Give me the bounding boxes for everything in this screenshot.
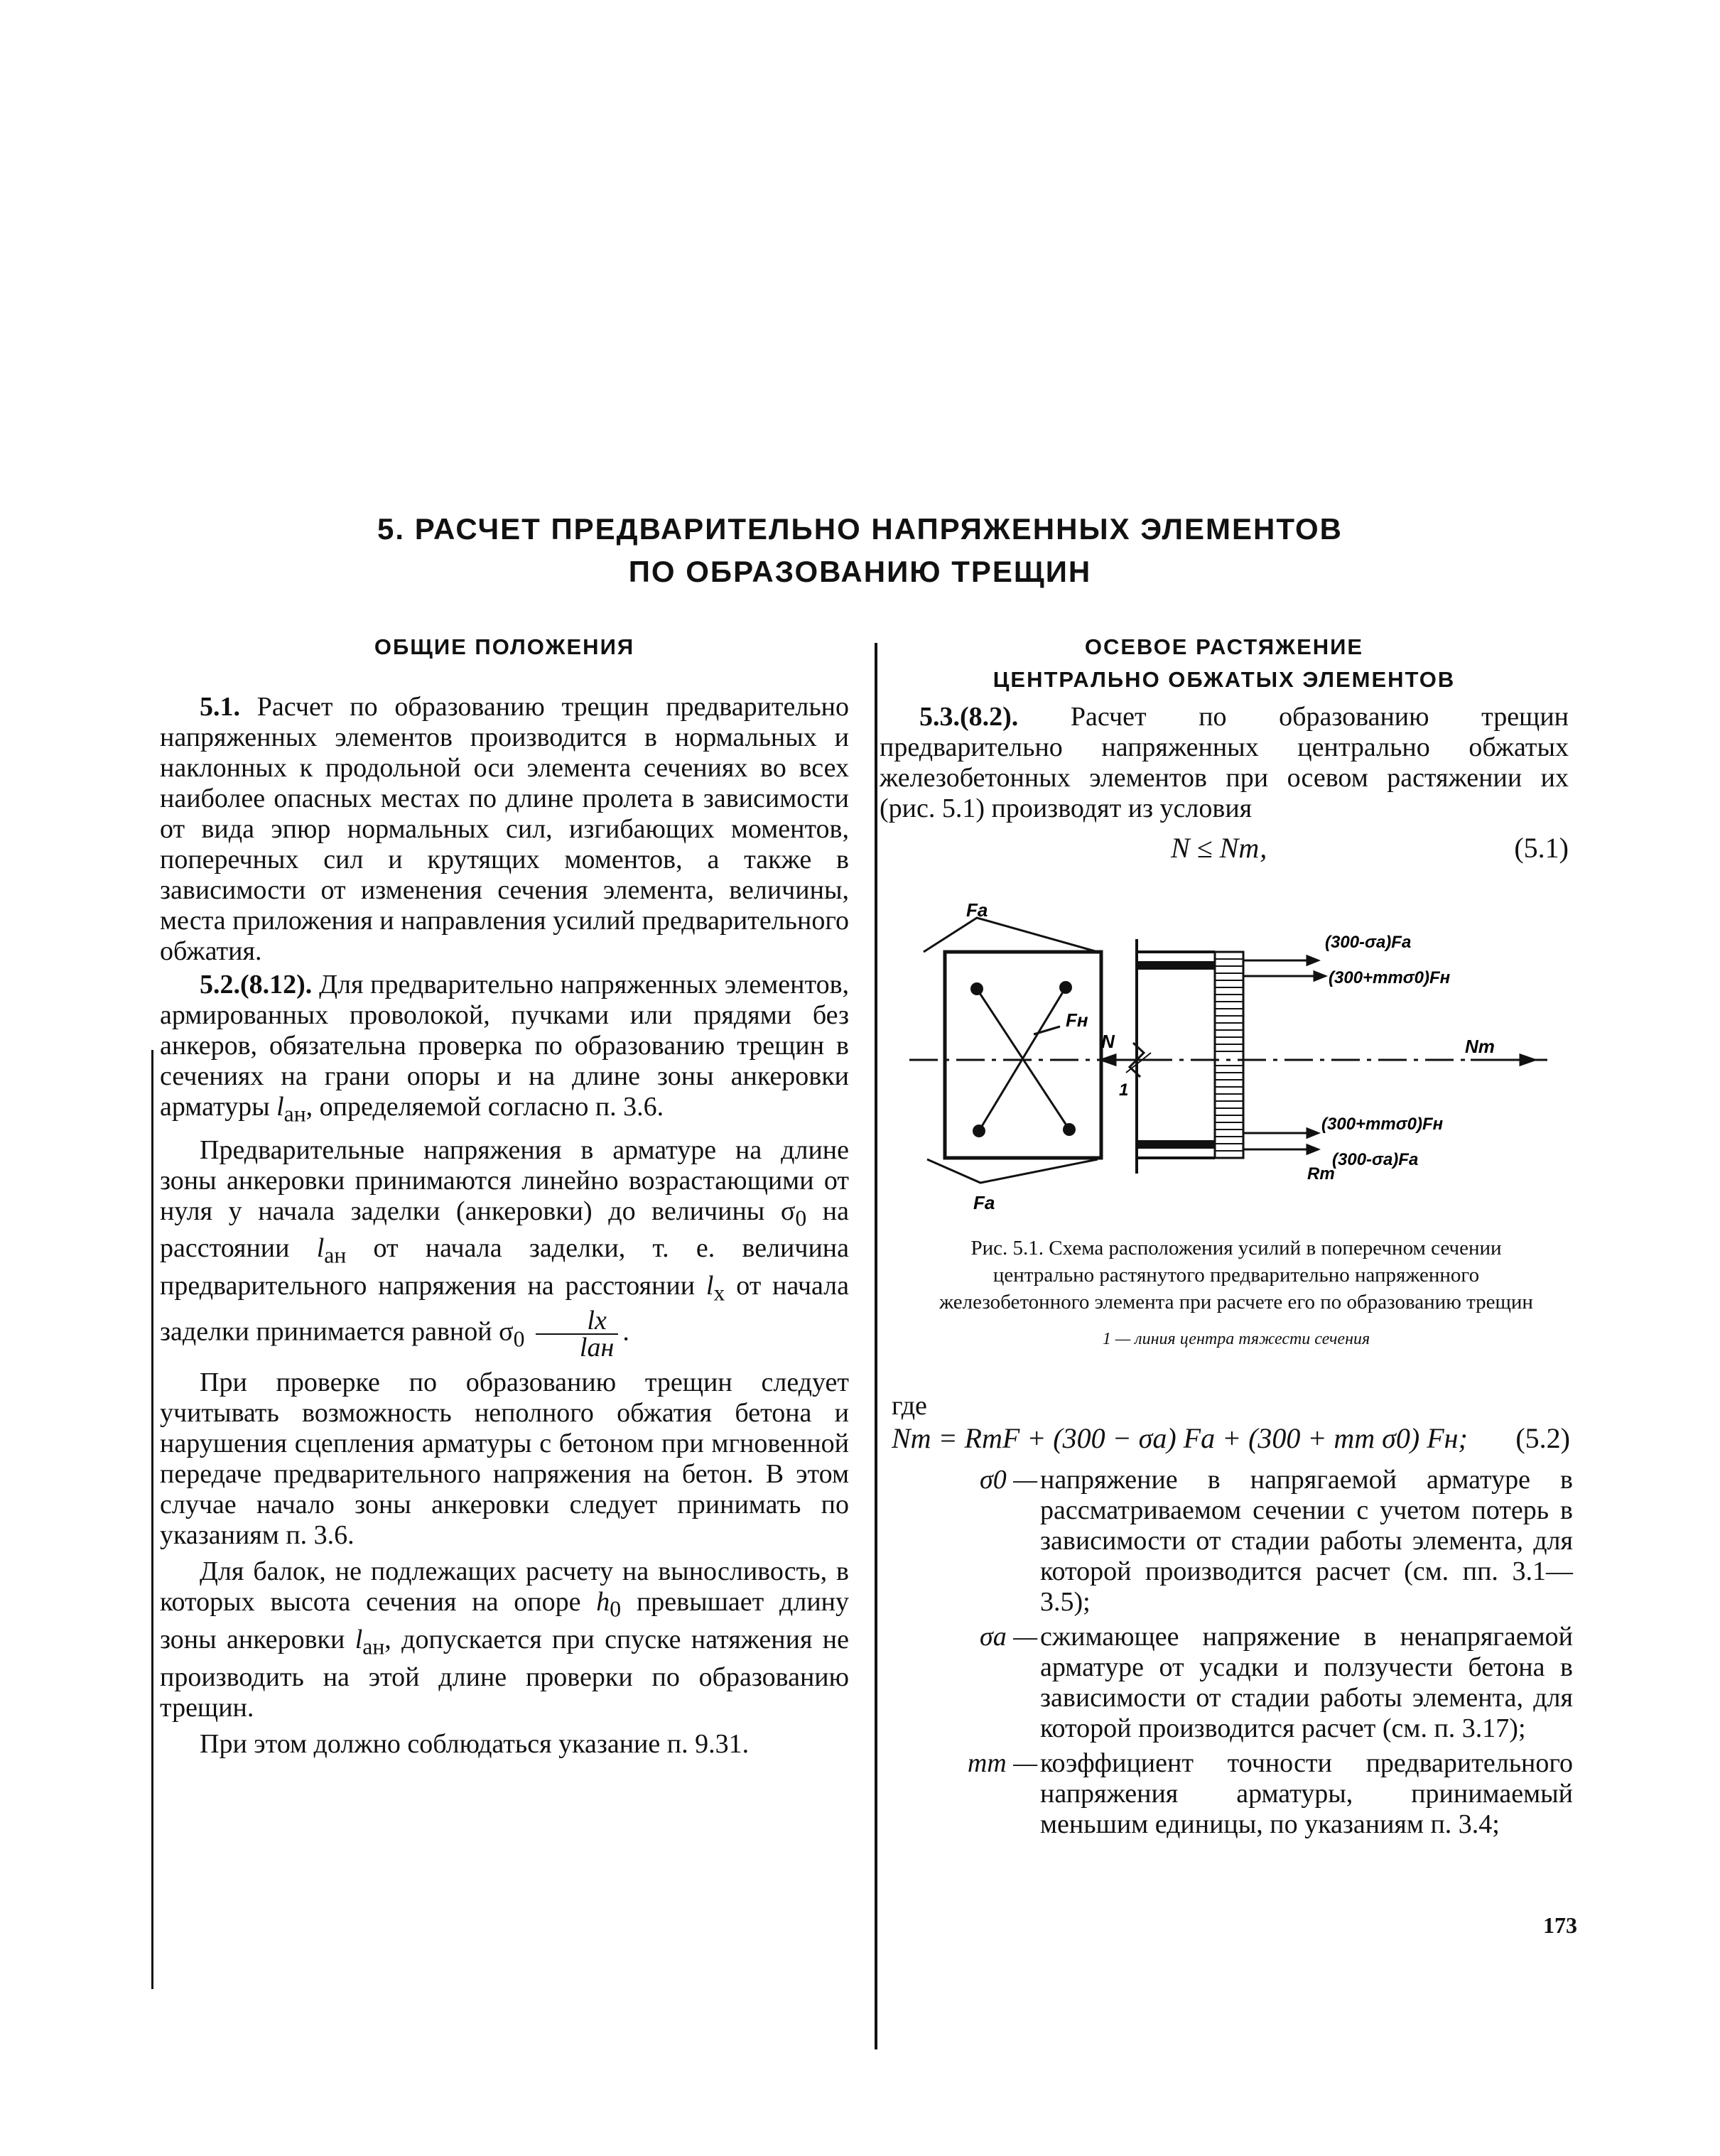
right-column: [880, 631, 1569, 867]
definition-mt: [945, 1748, 1577, 1840]
definition-sigma0: [945, 1465, 1577, 1618]
label-arrow-top1: (300-σa)Fa: [1325, 933, 1412, 952]
paragraph-text: Для предварительно напряженных элементов, армированных проволокой, пучками или прядями без анкеров, обязательна проверка по образованию трещин в сечениях на грани опоры и на длине зоны анкеровки арматуры: [160, 970, 850, 1122]
paragraph-text: , допускается при спуске натяжения не производить на этой длине проверки по образованию трещин.: [160, 1624, 850, 1723]
section-heading-axial: [880, 631, 1569, 696]
rebar-band-bottom: [1137, 1140, 1215, 1149]
definition-symbol: σa —: [979, 1622, 1037, 1652]
paragraph-text: от начала заделки принимается равной σ: [160, 1270, 850, 1348]
definition-text: коэффициент точности предварительного напряжения арматуры, принимаемый меньшим единицы, по указаниям п. 3.4;: [1040, 1748, 1573, 1839]
symbol-l: l: [316, 1233, 325, 1264]
chapter-title-line2: ПО ОБРАЗОВАНИЮ ТРЕЩИН: [628, 555, 1092, 588]
paragraph-text: на расстоянии: [160, 1196, 850, 1264]
fa-bracket-bottom: [927, 1159, 1098, 1183]
paragraph-text: превышает длину зоны анкеровки: [160, 1587, 849, 1654]
symbol-l: l: [355, 1624, 363, 1654]
symbol-h: h: [596, 1587, 610, 1618]
paragraph-number: 5.3.(8.2).: [919, 702, 1019, 732]
formula-number: (5.1): [1514, 832, 1569, 864]
leader-line-1: [1126, 1053, 1151, 1073]
chapter-title: [0, 508, 1720, 593]
paragraph-check: [160, 1367, 849, 1551]
label-rt: Rт: [1307, 1164, 1335, 1183]
paragraph-text: При этом должно соблюдаться указание п. 9.31.: [200, 1728, 750, 1759]
subscript-x: x: [713, 1280, 725, 1306]
subscript-0: 0: [610, 1596, 622, 1622]
left-column: [160, 631, 849, 1760]
definition-text: сжимающее напряжение в ненапрягаемой арматуре от усадки и ползучести бетона в зависимости от стадии работы элемента, для которой производится расчет (см. п. 3.17);: [1040, 1622, 1573, 1743]
formula-text: Nт = RтF + (300 − σa) Fa + (300 + mт σ0) Fн;: [892, 1422, 1468, 1454]
subscript-an: ан: [324, 1242, 347, 1268]
rebar-band-top: [1137, 961, 1215, 970]
section-heading-general: ОБЩИЕ ПОЛОЖЕНИЯ: [374, 634, 635, 659]
paragraph-number: 5.1.: [200, 692, 240, 722]
paragraph-text: Расчет по образованию трещин предварительно напряженных элементов производится в нормальных и наклонных к продольной оси элемента сечениях во всех наиболее опасных местах по длине пролета в зависимости от вида эпюр нормальных сил, изгибающих моментов, поперечных сил и крутящих моментов, а также в зависимости от изменения сечения элемента, величины, места приложения и направления усилий предварительного обжатия.: [160, 692, 850, 966]
leader-line: [1034, 1026, 1060, 1034]
label-fa-bottom: Fa: [973, 1192, 995, 1213]
definition-symbol: σ0 —: [979, 1465, 1037, 1495]
paragraph-text: Для балок, не подлежащих расчету на выносливость, в которых высота сечения на опоре: [160, 1556, 849, 1618]
fraction-lx-lan: [536, 1306, 618, 1363]
paragraph-beams: [160, 1556, 849, 1723]
subscript-an: ан: [362, 1634, 385, 1659]
label-1: 1: [1119, 1080, 1129, 1100]
definitions-list: [945, 1465, 1577, 1840]
formula-5-2: [892, 1421, 1570, 1457]
subscript-0: 0: [513, 1326, 525, 1352]
definition-text: напряжение в напрягаемой арматуре в рассматриваемом сечении с учетом потерь в зависимости от стадии работы элемента, для которой производится расчет (см. пп. 3.1—3.5);: [1040, 1465, 1573, 1617]
figure-5-1: [909, 902, 1577, 1222]
paragraph-text: При проверке по образованию трещин следует учитывать возможность неполного обжатия бетона и нарушения сцепления арматуры с бетоном при мгновенной передаче предварительного напряжения на бетон. В этом случае начало зоны анкеровки следует принимать по указаниям п. 3.6.: [160, 1367, 849, 1551]
heading-line2: ЦЕНТРАЛЬНО ОБЖАТЫХ ЭЛЕМЕНТОВ: [992, 667, 1456, 692]
stress-block: [1215, 952, 1243, 1158]
page-number: 173: [1543, 1912, 1577, 1938]
paragraph-5-1: [160, 692, 849, 967]
symbol-l: l: [276, 1092, 284, 1122]
paragraph-prestress: Предварительные напряжения в арматуре на длине зоны анкеровки принимаются линейно возрастающими от нуля у начала заделки (анкеровки) до величины $\sigma_0$ на расстоянии $l_{ан}$ от начала заделки, т. е. величина предварительного напряжения на расстоянии $l_x$ от начала заделки принимается равной $\sigma_0$ $\frac{lx}{\text{lан}}$ .: [160, 1134, 850, 1363]
definition-symbol: mт —: [967, 1748, 1037, 1778]
definition-sigmaa: [945, 1622, 1577, 1744]
column-divider: [875, 643, 877, 2049]
paragraph-text-tail: , определяемой согласно п. 3.6.: [305, 1092, 664, 1122]
heading-line1: ОСЕВОЕ РАСТЯЖЕНИЕ: [1084, 634, 1364, 659]
paragraph-5-3: [880, 702, 1569, 824]
formula-5-2-block: [892, 1391, 1570, 1457]
label-arrow-bot2: (300-σa)Fa: [1332, 1150, 1419, 1169]
paragraph-number: 5.2.(8.12).: [200, 970, 313, 1000]
symbol-l: l: [705, 1270, 714, 1301]
formula-text: N ≤ Nт,: [1171, 832, 1267, 864]
cross-section-outline: [945, 952, 1101, 1158]
paragraph-note: [160, 1729, 849, 1760]
paragraph-5-2: [160, 970, 849, 1130]
margin-change-bar: [151, 1050, 153, 1989]
figure-caption-block: [924, 1235, 1549, 1349]
label-n: N: [1101, 1031, 1115, 1052]
paragraph-text: Предварительные напряжения в арматуре на длине зоны анкеровки принимаются линейно возрастающими от нуля у начала заделки (анкеровки) до величины σ: [160, 1134, 849, 1226]
label-fn: Fн: [1066, 1009, 1088, 1031]
chapter-title-line1: 5. РАСЧЕТ ПРЕДВАРИТЕЛЬНО НАПРЯЖЕННЫХ ЭЛЕМЕНТОВ: [377, 512, 1343, 546]
figure-caption: Рис. 5.1. Схема расположения усилий в поперечном сечении центрально растянутого предварительно напряженного железобетонного элемента при расчете его по образованию трещин: [939, 1237, 1533, 1313]
fa-bracket-top: [924, 918, 1098, 952]
subscript-an: ан: [283, 1101, 306, 1127]
paragraph-text: Расчет по образованию трещин предварительно напряженных центрально обжатых железобетонных элементов при осевом растяжении их (рис. 5.1) производят из условия: [880, 702, 1569, 823]
formula-5-1: [880, 827, 1569, 867]
label-nt: Nт: [1465, 1036, 1495, 1057]
paragraph-text: от начала заделки, т. е. величина предварительного напряжения на расстоянии: [160, 1233, 850, 1301]
fraction-numerator: lx: [536, 1308, 618, 1335]
stress-hatching: [1215, 959, 1243, 1151]
where-label: где: [892, 1391, 927, 1421]
fraction-denominator: lан: [579, 1333, 615, 1363]
subscript-0: 0: [795, 1206, 807, 1231]
formula-number: (5.2): [1515, 1422, 1570, 1454]
label-arrow-top2: (300+mтσ0)Fн: [1329, 968, 1451, 987]
label-fa-top: Fa: [966, 902, 988, 921]
figure-caption-note: 1 — линия центра тяжести сечения: [1102, 1330, 1370, 1348]
label-arrow-bot1: (300+mтσ0)Fн: [1321, 1115, 1444, 1134]
